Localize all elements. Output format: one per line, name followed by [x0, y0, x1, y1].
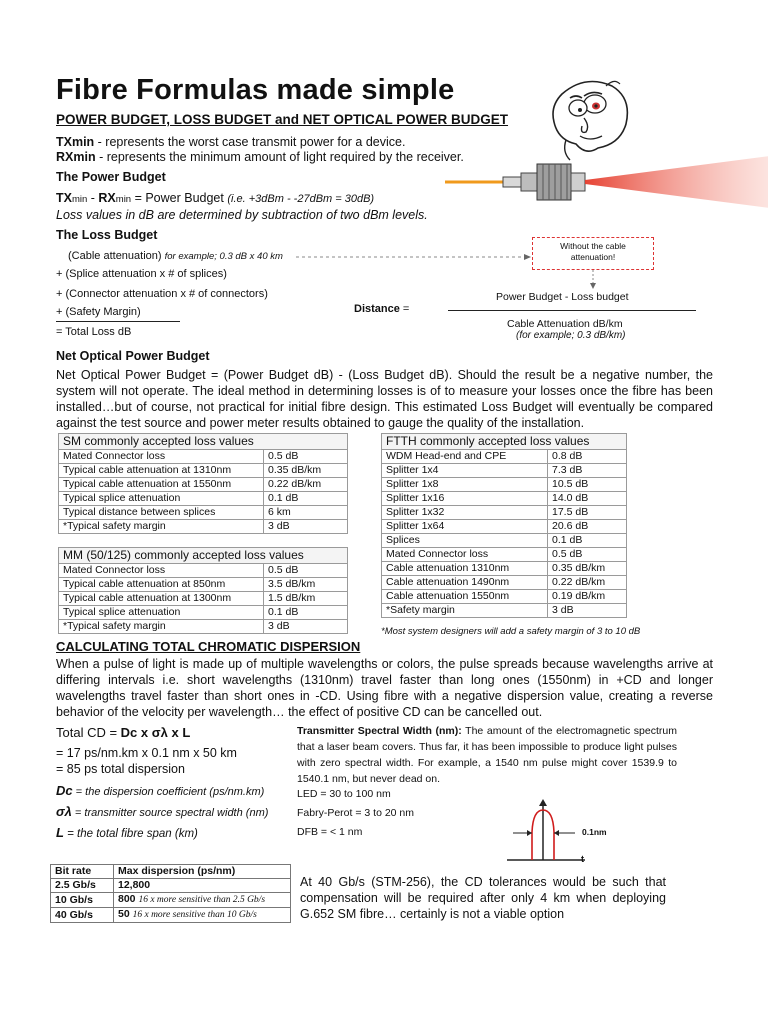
conclusion-text: At 40 Gb/s (STM-256), the CD tolerances would be such that compensation will be required after only 4 km when deploying G.652 SM fibre… certainly is not a viable option: [300, 875, 666, 921]
pulse-time-axis: t: [581, 854, 584, 864]
table-row: 2.5 Gb/s 12,800: [51, 879, 291, 893]
loss-budget-cable: (Cable attenuation) for example; 0.3 dB x 40 km: [68, 250, 283, 262]
cd-heading: CALCULATING TOTAL CHROMATIC DISPERSION: [56, 639, 361, 654]
ftth-table-title: FTTH commonly accepted loss values: [382, 434, 627, 450]
table-row: Typical cable attenuation at 1550nm 0.22 dB/km: [59, 478, 348, 492]
cd-text: When a pulse of light is made up of multiple wavelengths or colors, the pulse spreads because wavelengths arrive at differing intervals i.e. short wavelengths (1310nm) travel faster than long ones (1550nm) in +CD and longer wavelengths travel faster than short ones in -CD. Using fibre with a negative dispersion value, creating a reverse behavior of the velocity per wavelength… the effect of positive CD can be cancelled out.: [56, 657, 713, 719]
loss-budget-connector: + (Connector attenuation x # of connectors): [56, 288, 268, 300]
callout-arrow: [296, 252, 532, 262]
table-row: Typical distance between splices 6 km: [59, 506, 348, 520]
distance-label: Distance =: [354, 303, 410, 315]
table-row: Mated Connector loss 0.5 dB: [59, 564, 348, 578]
loss-budget-splice: + (Splice attenuation x # of splices): [56, 268, 227, 280]
table-row: 40 Gb/s 50 16 x more sensitive than 10 Gb/s: [51, 908, 291, 923]
loss-budget-safety: + (Safety Margin): [56, 306, 141, 318]
distance-numerator: Power Budget - Loss budget: [496, 291, 629, 303]
mm-table-title: MM (50/125) commonly accepted loss values: [59, 548, 348, 564]
txmin-definition: TXmin - represents the worst case transmit power for a device.: [56, 135, 406, 149]
cd-total-formula: Total CD = Dc x σλ x L: [56, 725, 191, 740]
net-budget-heading: Net Optical Power Budget: [56, 349, 210, 363]
cd-calc-2: = 85 ps total dispersion: [56, 762, 185, 776]
mm-loss-table: [58, 547, 348, 634]
table-row: Splitter 1x32 17.5 dB: [382, 506, 627, 520]
table-row: 10 Gb/s 800 16 x more sensitive than 2.5 Gb/s: [51, 893, 291, 908]
table-row: Cable attenuation 1310nm 0.35 dB/km: [382, 562, 627, 576]
table-row: Mated Connector loss 0.5 dB: [59, 450, 348, 464]
table-row: Splitter 1x8 10.5 dB: [382, 478, 627, 492]
loss-budget-heading: The Loss Budget: [56, 228, 158, 242]
cd-def-length: L = the total fibre span (km): [56, 825, 198, 840]
transmitter-spectral-width-text: Transmitter Spectral Width (nm): The amount of the electromagnetic spectrum that a laser beam covers. Thus far, it has been impossible to produce light pulses with zero spectral width. For example, a 1540 nm pulse might cover 1539.9 to 1540.1 nm, but never dead on.: [297, 725, 677, 785]
distance-denominator-example: (for example; 0.3 dB/km): [516, 330, 626, 341]
page-subtitle: POWER BUDGET, LOSS BUDGET and NET OPTICAL POWER BUDGET: [56, 112, 509, 127]
cd-def-spectral: σλ = transmitter source spectral width (nm): [56, 804, 269, 819]
cd-def-dc: Dc = the dispersion coefficient (ps/nm.km): [56, 783, 265, 798]
table-row: Splices 0.1 dB: [382, 534, 627, 548]
cartoon-face-icon: [540, 74, 640, 164]
table-row: Cable attenuation 1490nm 0.22 dB/km: [382, 576, 627, 590]
table-row: Splitter 1x4 7.3 dB: [382, 464, 627, 478]
table-row: *Typical safety margin 3 dB: [59, 620, 348, 634]
table-row: Typical cable attenuation at 1310nm 0.35 dB/km: [59, 464, 348, 478]
fibre-connector-illustration: [445, 156, 768, 216]
power-budget-heading: The Power Budget: [56, 170, 166, 184]
ftth-loss-table: [381, 433, 627, 618]
page-title: Fibre Formulas made simple: [56, 74, 455, 106]
table-row: Mated Connector loss 0.5 dB: [382, 548, 627, 562]
cd-calc-1: = 17 ps/nm.km x 0.1 nm x 50 km: [56, 746, 237, 760]
table-row: Splitter 1x16 14.0 dB: [382, 492, 627, 506]
callout-note: Without the cable attenuation!: [532, 237, 654, 270]
table-row: WDM Head-end and CPE 0.8 dB: [382, 450, 627, 464]
led-width: LED = 30 to 100 nm: [297, 788, 391, 800]
rxmin-definition: RXmin - represents the minimum amount of light required by the receiver.: [56, 150, 464, 164]
dfb-width: DFB = < 1 nm: [297, 826, 363, 838]
power-budget-note: Loss values in dB are determined by subtraction of two dBm levels.: [56, 208, 428, 222]
callout-down-arrow: [588, 270, 598, 290]
net-budget-text: Net Optical Power Budget = (Power Budget dB) - (Loss Budget dB). Should the result be a negative number, the system will not operate. The ideal method in determining losses is of to measure your losses once the fibre has been installed…but of course, not practical for initial fibre design. This estimated Loss Budget will eventually be compared against the test source and power meter results obtained to gauge the quality of the installation.: [56, 368, 713, 430]
bitrate-dispersion-table: [50, 864, 291, 923]
table-row: Splitter 1x64 20.6 dB: [382, 520, 627, 534]
table-row: Typical splice attenuation 0.1 dB: [59, 492, 348, 506]
loss-budget-total: = Total Loss dB: [56, 326, 132, 338]
table-header: Bit rate Max dispersion (ps/nm): [51, 865, 291, 879]
fabry-perot-width: Fabry-Perot = 3 to 20 nm: [297, 807, 415, 819]
table-row: Typical cable attenuation at 1300nm 1.5 dB/km: [59, 592, 348, 606]
table-row: *Safety margin 3 dB: [382, 604, 627, 618]
distance-denominator: Cable Attenuation dB/km: [507, 318, 623, 330]
ftth-footnote: *Most system designers will add a safety margin of 3 to 10 dB: [381, 626, 641, 637]
table-row: Typical cable attenuation at 850nm 3.5 dB/km: [59, 578, 348, 592]
power-budget-formula: TXmin - RXmin = Power Budget (i.e. +3dBm - -27dBm = 30dB): [56, 191, 375, 205]
table-row: Typical splice attenuation 0.1 dB: [59, 606, 348, 620]
table-row: Cable attenuation 1550nm 0.19 dB/km: [382, 590, 627, 604]
sm-table-title: SM commonly accepted loss values: [59, 434, 348, 450]
sm-loss-table: [58, 433, 348, 534]
table-row: *Typical safety margin 3 dB: [59, 520, 348, 534]
pulse-width-label: 0.1nm: [582, 827, 607, 837]
